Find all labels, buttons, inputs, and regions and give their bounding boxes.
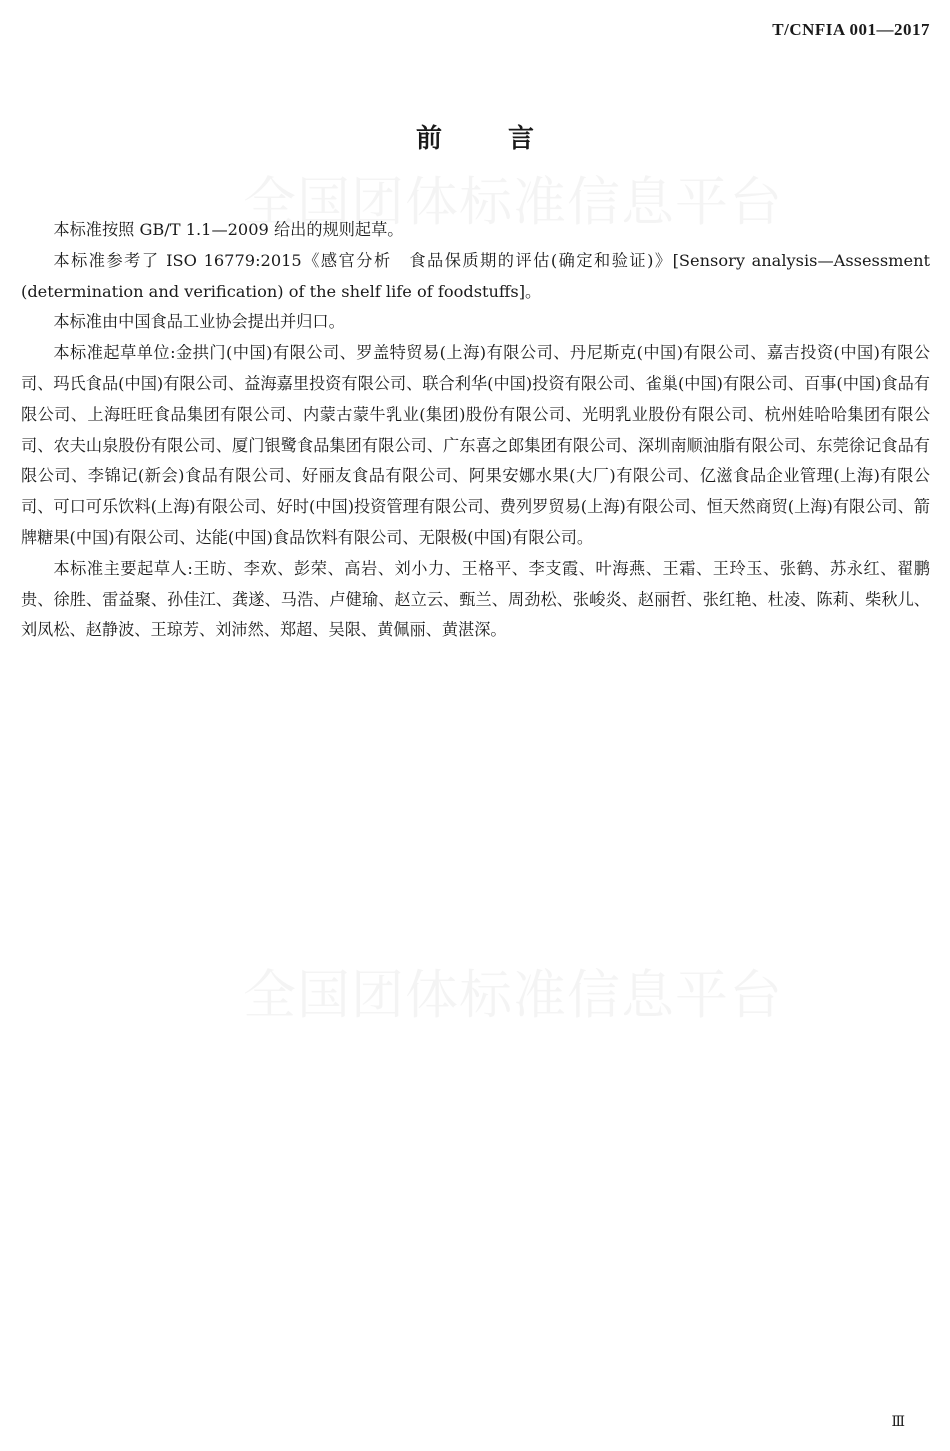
- paragraph-reference-standard: 本标准参考了 ISO 16779:2015《感官分析 食品保质期的评估(确定和验证)》[Sensory analysis—Assessment (determination and verification) of the shelf life of foodstuffs]。: [21, 250, 930, 301]
- paragraph-drafting-units: 本标准起草单位:金拱门(中国)有限公司、罗盖特贸易(上海)有限公司、丹尼斯克(中国)有限公司、嘉吉投资(中国)有限公司、玛氏食品(中国)有限公司、益海嘉里投资有限公司、联合利华(中国)投资有限公司、雀巢(中国)有限公司、百事(中国)食品有限公司、上海旺旺食品集团有限公司、内蒙古蒙牛乳业(集团)股份有限公司、光明乳业股份有限公司、杭州娃哈哈集团有限公司、农夫山泉股份有限公司、厦门银鹭食品集团有限公司、广东喜之郎集团有限公司、深圳南顺油脂有限公司、东莞徐记食品有限公司、李锦记(新会)食品有限公司、好丽友食品有限公司、阿果安娜水果(大厂)有限公司、亿滋食品企业管理(上海)有限公司、可口可乐饮料(上海)有限公司、好时(中国)投资管理有限公司、费列罗贸易(上海)有限公司、恒天然商贸(上海)有限公司、箭牌糖果(中国)有限公司、达能(中国)食品饮料有限公司、无限极(中国)有限公司。: [21, 343, 930, 547]
- paragraph-proposer: 本标准由中国食品工业协会提出并归口。: [53, 312, 345, 332]
- page-title: 前言: [415, 124, 600, 154]
- paragraph-drafters: 本标准主要起草人:王昉、李欢、彭荣、高岩、刘小力、王格平、李支霞、叶海燕、王霜、王玲玉、张鹤、苏永红、翟鹏贵、徐胜、雷益聚、孙佳江、龚遂、马浩、卢健瑜、赵立云、甄兰、周劲松、张峻炎、赵丽哲、张红艳、杜凌、陈莉、柴秋儿、刘凤松、赵静波、王琼芳、刘沛然、郑超、吴限、黄佩丽、黄湛深。: [21, 558, 930, 640]
- paragraph-drafting-rules: 本标准按照 GB/T 1.1—2009 给出的规则起草。: [53, 220, 404, 239]
- standard-code: T/CNFIA 001—2017: [772, 20, 930, 39]
- watermark-bottom: [243, 953, 853, 1029]
- foreword-body: [21, 215, 930, 646]
- page-number: Ⅲ: [891, 1415, 905, 1430]
